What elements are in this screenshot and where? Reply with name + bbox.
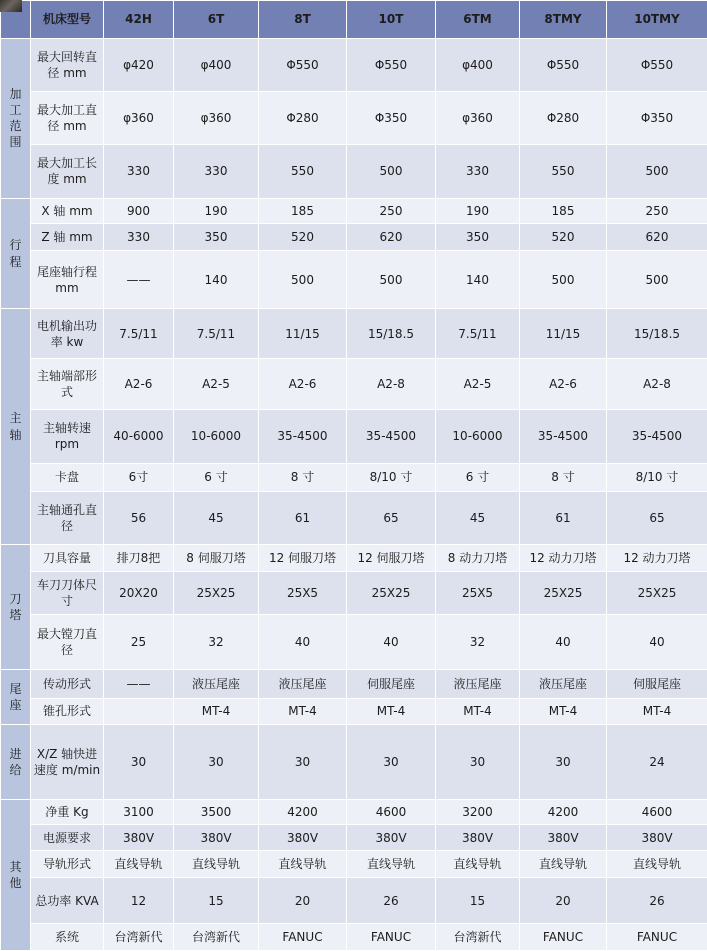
row-label: 最大加工长度 mm [31, 144, 104, 198]
value-cell: Φ350 [347, 91, 436, 144]
value-cell: 500 [520, 251, 607, 309]
value-cell: 380V [607, 825, 707, 851]
value-cell: 20X20 [104, 571, 174, 615]
row-label: 最大镗刀直径 [31, 615, 104, 670]
value-cell: 32 [436, 615, 520, 670]
row-label: 系统 [31, 923, 104, 950]
row-label: 传动形式 [31, 670, 104, 699]
row-label: 导轨形式 [31, 851, 104, 878]
value-cell: 10-6000 [436, 409, 520, 463]
row-label: 尾座轴行程 mm [31, 251, 104, 309]
value-cell: 直线导轨 [259, 851, 347, 878]
spec-row [1, 144, 707, 198]
row-label: Z 轴 mm [31, 224, 104, 251]
row-label: 最大加工直径 mm [31, 91, 104, 144]
value-cell: 56 [104, 491, 174, 544]
group-label [1, 544, 31, 669]
value-cell: 330 [174, 144, 259, 198]
value-cell: 4200 [259, 799, 347, 825]
value-cell: 380V [174, 825, 259, 851]
group-label-text: 刀塔 [9, 591, 22, 622]
value-cell: φ420 [104, 39, 174, 92]
value-cell: —— [104, 251, 174, 309]
value-cell: 台湾新代 [436, 923, 520, 950]
group-label [1, 198, 31, 309]
group-label [1, 799, 31, 950]
value-cell: 250 [347, 198, 436, 224]
value-cell: 380V [259, 825, 347, 851]
value-cell: 65 [347, 491, 436, 544]
value-cell [104, 699, 174, 725]
value-cell: 7.5/11 [174, 309, 259, 359]
value-cell: 15/18.5 [607, 309, 707, 359]
value-cell: Φ550 [520, 39, 607, 92]
group-label-text: 加工范围 [9, 86, 22, 150]
value-cell: 7.5/11 [436, 309, 520, 359]
value-cell: 380V [436, 825, 520, 851]
value-cell: 61 [259, 491, 347, 544]
value-cell: 3200 [436, 799, 520, 825]
value-cell: 900 [104, 198, 174, 224]
spec-row [1, 491, 707, 544]
value-cell: 25X5 [259, 571, 347, 615]
value-cell: 40 [520, 615, 607, 670]
value-cell: 30 [436, 724, 520, 799]
value-cell: 26 [607, 878, 707, 924]
row-label: 车刀刀体尺寸 [31, 571, 104, 615]
value-cell: 40 [607, 615, 707, 670]
value-cell: 4600 [347, 799, 436, 825]
value-cell: 4600 [607, 799, 707, 825]
row-label: 刀具容量 [31, 544, 104, 571]
value-cell: φ400 [436, 39, 520, 92]
value-cell: 直线导轨 [436, 851, 520, 878]
value-cell: 30 [259, 724, 347, 799]
row-label: 锥孔形式 [31, 699, 104, 725]
value-cell: 15/18.5 [347, 309, 436, 359]
spec-row [1, 463, 707, 491]
value-cell: MT-4 [347, 699, 436, 725]
value-cell: 伺服尾座 [607, 670, 707, 699]
header-cell: 42H [104, 1, 174, 39]
value-cell: 250 [607, 198, 707, 224]
value-cell: 32 [174, 615, 259, 670]
value-cell: 190 [436, 198, 520, 224]
value-cell: 45 [174, 491, 259, 544]
value-cell: 排刀8把 [104, 544, 174, 571]
value-cell: 30 [347, 724, 436, 799]
value-cell: 20 [520, 878, 607, 924]
header-cell: 8T [259, 1, 347, 39]
value-cell: FANUC [607, 923, 707, 950]
spec-row [1, 198, 707, 224]
value-cell: 30 [520, 724, 607, 799]
spec-row [1, 39, 707, 92]
value-cell: 61 [520, 491, 607, 544]
row-label: 主轴通孔直径 [31, 491, 104, 544]
value-cell: 20 [259, 878, 347, 924]
value-cell: 15 [174, 878, 259, 924]
value-cell: 11/15 [520, 309, 607, 359]
group-label-text: 进给 [9, 746, 22, 777]
value-cell: Φ280 [259, 91, 347, 144]
value-cell: 330 [104, 144, 174, 198]
value-cell: Φ550 [607, 39, 707, 92]
spec-row [1, 799, 707, 825]
value-cell: 3500 [174, 799, 259, 825]
spec-row [1, 825, 707, 851]
value-cell: 液压尾座 [174, 670, 259, 699]
value-cell: 185 [259, 198, 347, 224]
group-label [1, 670, 31, 725]
spec-row [1, 699, 707, 725]
value-cell: 550 [259, 144, 347, 198]
value-cell: MT-4 [607, 699, 707, 725]
value-cell: 24 [607, 724, 707, 799]
value-cell: 40 [259, 615, 347, 670]
group-label [1, 39, 31, 199]
value-cell: FANUC [259, 923, 347, 950]
value-cell: 380V [347, 825, 436, 851]
value-cell: 500 [259, 251, 347, 309]
value-cell: 15 [436, 878, 520, 924]
value-cell: 330 [436, 144, 520, 198]
value-cell: A2-6 [104, 359, 174, 410]
value-cell: Φ550 [347, 39, 436, 92]
value-cell: MT-4 [520, 699, 607, 725]
group-label-text: 其他 [9, 859, 22, 890]
value-cell: 500 [347, 144, 436, 198]
value-cell: 40 [347, 615, 436, 670]
group-label [1, 724, 31, 799]
value-cell: 620 [607, 224, 707, 251]
spec-row [1, 724, 707, 799]
header-cell: 10T [347, 1, 436, 39]
spec-row [1, 309, 707, 359]
value-cell: 6 寸 [174, 463, 259, 491]
value-cell: 12 伺服刀塔 [259, 544, 347, 571]
row-label: 净重 Kg [31, 799, 104, 825]
spec-row [1, 409, 707, 463]
value-cell: 500 [607, 144, 707, 198]
value-cell: A2-5 [174, 359, 259, 410]
row-label: X 轴 mm [31, 198, 104, 224]
value-cell: 8 伺服刀塔 [174, 544, 259, 571]
value-cell: FANUC [347, 923, 436, 950]
value-cell: 直线导轨 [520, 851, 607, 878]
value-cell: 140 [436, 251, 520, 309]
value-cell: φ400 [174, 39, 259, 92]
value-cell: 520 [259, 224, 347, 251]
value-cell: 25X25 [607, 571, 707, 615]
spec-row [1, 670, 707, 699]
value-cell: 330 [104, 224, 174, 251]
value-cell: 11/15 [259, 309, 347, 359]
value-cell: 380V [520, 825, 607, 851]
value-cell: 350 [174, 224, 259, 251]
spec-row [1, 224, 707, 251]
value-cell: 4200 [520, 799, 607, 825]
value-cell: 6 寸 [436, 463, 520, 491]
value-cell: 10-6000 [174, 409, 259, 463]
value-cell: Φ550 [259, 39, 347, 92]
value-cell: 35-4500 [347, 409, 436, 463]
value-cell: —— [104, 670, 174, 699]
spec-row [1, 615, 707, 670]
value-cell: 8/10 寸 [347, 463, 436, 491]
value-cell: 550 [520, 144, 607, 198]
value-cell: 直线导轨 [607, 851, 707, 878]
row-label: 电机输出功率 kw [31, 309, 104, 359]
value-cell: 液压尾座 [259, 670, 347, 699]
spec-row [1, 359, 707, 410]
value-cell: A2-8 [607, 359, 707, 410]
value-cell: 25X25 [347, 571, 436, 615]
value-cell: 25X5 [436, 571, 520, 615]
value-cell: 7.5/11 [104, 309, 174, 359]
spec-row [1, 851, 707, 878]
row-label: 总功率 KVA [31, 878, 104, 924]
value-cell: 伺服尾座 [347, 670, 436, 699]
value-cell: Φ280 [520, 91, 607, 144]
value-cell: 35-4500 [520, 409, 607, 463]
corner-photo-fragment [0, 0, 22, 12]
value-cell: 520 [520, 224, 607, 251]
value-cell: Φ350 [607, 91, 707, 144]
value-cell: A2-8 [347, 359, 436, 410]
value-cell: 液压尾座 [520, 670, 607, 699]
value-cell: 8 寸 [520, 463, 607, 491]
value-cell: 190 [174, 198, 259, 224]
value-cell: 8/10 寸 [607, 463, 707, 491]
value-cell: A2-6 [259, 359, 347, 410]
row-label: 主轴转速 rpm [31, 409, 104, 463]
spec-row [1, 571, 707, 615]
header-cell: 6TM [436, 1, 520, 39]
header-cell: 6T [174, 1, 259, 39]
value-cell: 6寸 [104, 463, 174, 491]
value-cell: 12 动力刀塔 [607, 544, 707, 571]
value-cell: FANUC [520, 923, 607, 950]
value-cell: 140 [174, 251, 259, 309]
value-cell: 25X25 [174, 571, 259, 615]
value-cell: 30 [104, 724, 174, 799]
value-cell: 350 [436, 224, 520, 251]
value-cell: φ360 [104, 91, 174, 144]
value-cell: 12 动力刀塔 [520, 544, 607, 571]
value-cell: MT-4 [174, 699, 259, 725]
value-cell: A2-5 [436, 359, 520, 410]
value-cell: 35-4500 [259, 409, 347, 463]
value-cell: 直线导轨 [104, 851, 174, 878]
row-label: 主轴端部形式 [31, 359, 104, 410]
value-cell: 25X25 [520, 571, 607, 615]
value-cell: 380V [104, 825, 174, 851]
value-cell: 30 [174, 724, 259, 799]
header-cell: 10TMY [607, 1, 707, 39]
value-cell: 台湾新代 [104, 923, 174, 950]
value-cell: 26 [347, 878, 436, 924]
spec-row [1, 923, 707, 950]
value-cell: 185 [520, 198, 607, 224]
spec-row [1, 544, 707, 571]
value-cell: 8 寸 [259, 463, 347, 491]
value-cell: A2-6 [520, 359, 607, 410]
group-label-text: 尾座 [9, 681, 22, 712]
value-cell: 3100 [104, 799, 174, 825]
value-cell: φ360 [436, 91, 520, 144]
value-cell: φ360 [174, 91, 259, 144]
value-cell: 500 [347, 251, 436, 309]
value-cell: 65 [607, 491, 707, 544]
value-cell: 直线导轨 [174, 851, 259, 878]
value-cell: 25 [104, 615, 174, 670]
row-label: 卡盘 [31, 463, 104, 491]
value-cell: 台湾新代 [174, 923, 259, 950]
spec-row [1, 251, 707, 309]
row-label: X/Z 轴快进速度 m/min [31, 724, 104, 799]
header-cell: 机床型号 [31, 1, 104, 39]
value-cell: 500 [607, 251, 707, 309]
value-cell: 8 动力刀塔 [436, 544, 520, 571]
value-cell: 12 [104, 878, 174, 924]
group-label [1, 309, 31, 544]
value-cell: 12 伺服刀塔 [347, 544, 436, 571]
spec-row [1, 91, 707, 144]
value-cell: 直线导轨 [347, 851, 436, 878]
header-cell: 8TMY [520, 1, 607, 39]
spec-row [1, 878, 707, 924]
value-cell: MT-4 [259, 699, 347, 725]
group-label-text: 行程 [9, 238, 22, 269]
row-label: 最大回转直径 mm [31, 39, 104, 92]
value-cell: 620 [347, 224, 436, 251]
value-cell: 液压尾座 [436, 670, 520, 699]
group-label-text: 主轴 [9, 411, 22, 442]
header-row [1, 1, 707, 39]
row-label: 电源要求 [31, 825, 104, 851]
value-cell: 40-6000 [104, 409, 174, 463]
value-cell: 45 [436, 491, 520, 544]
value-cell: MT-4 [436, 699, 520, 725]
value-cell: 35-4500 [607, 409, 707, 463]
